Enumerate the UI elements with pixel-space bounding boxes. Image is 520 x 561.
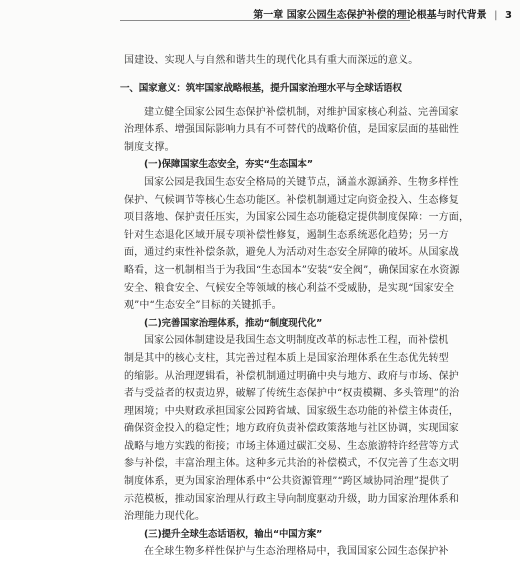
- paragraph-line: 制是其中的核心支柱，其完善过程本质上是国家治理体系在生态优先转型: [124, 352, 449, 364]
- running-head: [0, 6, 512, 21]
- page-body: [120, 52, 470, 561]
- paragraph-line: 安全、粮食安全、气候安全等领域的核心利益不受威胁，是实现“国家安全: [124, 282, 455, 294]
- subsection-heading: (三)提升全球生态话语权，输出“中国方案”: [144, 528, 323, 540]
- section-heading: 一、国家意义：筑牢国家战略根基，提升国家治理水平与全球话语权: [120, 82, 402, 94]
- header-rule: [120, 20, 410, 21]
- paragraph-line: 国家公园体制建设是我国生态文明制度改革的标志性工程，而补偿机: [144, 335, 449, 347]
- paragraph-line: 在全球生物多样性保护与生态治理格局中，我国国家公园生态保护补: [144, 546, 449, 558]
- paragraph-line: 确保资金投入的稳定性；地方政府负责补偿政策落地与社区协调，实现国家: [124, 423, 459, 435]
- paragraph-line: 观”中“生态安全”目标的关键抓手。: [124, 300, 282, 312]
- paragraph-line: 理困境；中央财政承担国家公园跨省域、国家级生态功能的补偿主体责任，: [124, 405, 459, 417]
- paragraph-line: 针对生态退化区域开展专项补偿性修复，遏制生态系统恶化趋势；另一方: [124, 229, 449, 241]
- paragraph-line: 建立健全国家公园生态保护补偿机制，对维护国家核心利益、完善国家: [144, 106, 459, 118]
- subsection-heading: (一)保障国家生态安全，夯实“生态国本”: [144, 159, 313, 171]
- paragraph-line: 治理能力现代化。: [124, 511, 206, 523]
- chapter-title: 国家公园生态保护补偿的理论根基与时代背景: [286, 10, 487, 21]
- paragraph-line: 的缩影。从治理逻辑看，补偿机制通过明确中央与地方、政府与市场、保护: [124, 370, 459, 382]
- paragraph-line: 战略与地方实践的衔接；市场主体通过碳汇交易、生态旅游特许经营等方式: [124, 440, 459, 452]
- paragraph-line: 保护、气候调节等核心生态功能区。补偿机制通过定向资金投入、生态修复: [124, 194, 459, 206]
- paragraph-line: 制度体系，更为国家治理体系中“公共资源管理”“跨区域协同治理”提供了: [124, 476, 450, 488]
- paragraph-line: 国建设、实现人与自然和谐共生的现代化具有重大而深远的意义。: [124, 55, 419, 66]
- header-separator: |: [494, 10, 498, 21]
- paragraph-line: 者与受益者的权责边界，破解了传统生态保护中“权责模糊、多头管理”的治: [124, 388, 460, 400]
- paragraph-line: 面，通过约束性补偿条款，避免人为活动对生态安全屏障的破坏。从国家战: [124, 247, 459, 259]
- chapter-label: 第一章: [253, 10, 284, 21]
- paragraph-line: 治理体系、增强国际影响力具有不可替代的战略价值，是国家层面的基础性: [124, 124, 459, 136]
- paragraph-line: 国家公园是我国生态安全格局的关键节点，涵盖水源涵养、生物多样性: [144, 176, 459, 188]
- page-number: 3: [505, 10, 512, 21]
- paragraph-line: 示范模板，推动国家治理从行政主导向制度驱动升级，助力国家治理体系和: [124, 493, 459, 505]
- paragraph-line: 略看，这一机制相当于为我国“生态国本”安装“安全阀”，确保国家在水资源: [124, 264, 460, 276]
- paragraph-line: 参与补偿，丰富治理主体。这种多元共治的补偿模式，不仅完善了生态文明: [124, 458, 459, 470]
- paragraph-line: 项目落地、保护责任压实，为国家公园生态功能稳定提供制度保障：一方面，: [124, 212, 470, 224]
- subsection-heading: (二)完善国家治理体系，推动“制度现代化”: [144, 317, 323, 329]
- paragraph-line: 制度支撑。: [124, 141, 175, 153]
